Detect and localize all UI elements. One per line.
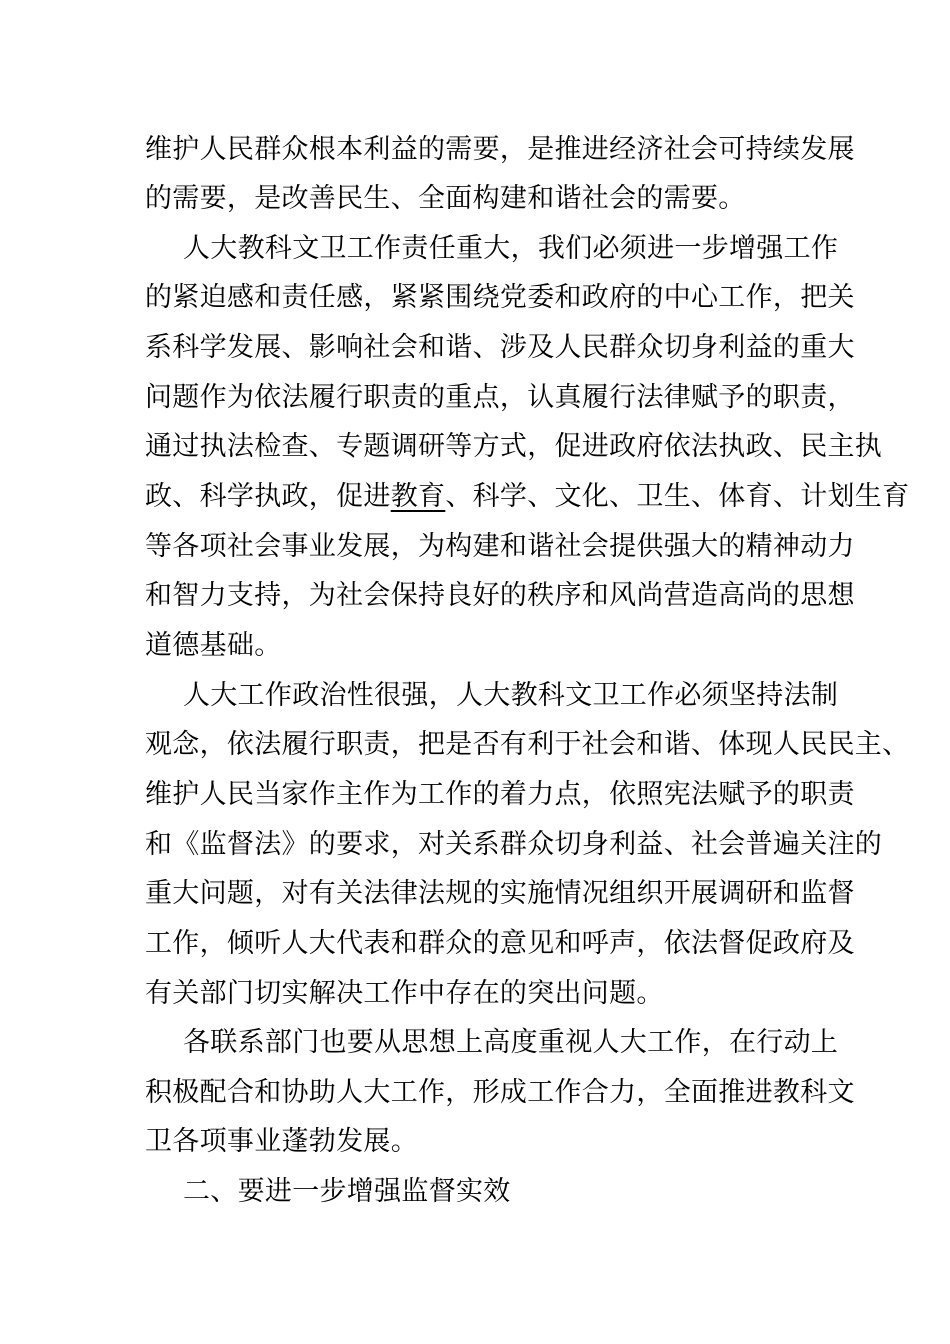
paragraph-4-line-3: 卫各项事业蓬勃发展。 bbox=[145, 1126, 418, 1157]
paragraph-1-line-2: 的需要，是改善民生、全面构建和谐社会的需要。 bbox=[145, 183, 746, 214]
paragraph-3-line-2: 观念，依法履行职责，把是否有利于社会和谐、体现人民民主、 bbox=[145, 729, 910, 760]
paragraph-3-line-1: 人大工作政治性很强，人大教科文卫工作必须坚持法制 bbox=[183, 680, 839, 711]
paragraph-2-line-6 bbox=[145, 472, 909, 522]
paragraph-3-line-6: 工作，倾听人大代表和群众的意见和呼声，依法督促政府及 bbox=[145, 928, 855, 959]
paragraph-2-line-6-after: 、科学、文化、卫生、体育、计划生育 bbox=[445, 481, 910, 512]
paragraph-2-line-1: 人大教科文卫工作责任重大，我们必须进一步增强工作 bbox=[183, 233, 839, 264]
paragraph-3-line-4: 和《监督法》的要求，对关系群众切身利益、社会普遍关注的 bbox=[145, 829, 883, 860]
paragraph-2-line-8: 和智力支持，为社会保持良好的秩序和风尚营造高尚的思想 bbox=[145, 580, 855, 611]
paragraph-1-line-1: 维护人民群众根本利益的需要，是推进经济社会可持续发展 bbox=[145, 134, 855, 165]
paragraph-4-line-2: 积极配合和协助人大工作，形成工作合力，全面推进教科文 bbox=[145, 1077, 855, 1108]
paragraph-3-line-3: 维护人民当家作主作为工作的着力点，依照宪法赋予的职责 bbox=[145, 779, 855, 810]
paragraph-2-line-6-before: 政、科学执政，促进 bbox=[145, 481, 391, 512]
paragraph-3-line-7: 有关部门切实解决工作中存在的突出问题。 bbox=[145, 978, 664, 1009]
paragraph-2-line-5: 通过执法检查、专题调研等方式，促进政府依法执政、民主执 bbox=[145, 431, 883, 462]
paragraph-2-line-7: 等各项社会事业发展，为构建和谐社会提供强大的精神动力 bbox=[145, 531, 855, 562]
paragraph-4-line-1: 各联系部门也要从思想上高度重视人大工作，在行动上 bbox=[183, 1027, 839, 1058]
paragraph-2-line-9: 道德基础。 bbox=[145, 630, 282, 661]
section-heading-2: 二、要进一步增强监督实效 bbox=[183, 1176, 511, 1207]
paragraph-2-line-4: 问题作为依法履行职责的重点，认真履行法律赋予的职责， bbox=[145, 382, 855, 413]
paragraph-2-line-3: 系科学发展、影响社会和谐、涉及人民群众切身利益的重大 bbox=[145, 332, 855, 363]
paragraph-3-line-5: 重大问题，对有关法律法规的实施情况组织开展调研和监督 bbox=[145, 878, 855, 909]
education-link[interactable]: 教育 bbox=[390, 481, 446, 512]
paragraph-2-line-2: 的紧迫感和责任感，紧紧围绕党委和政府的中心工作，把关 bbox=[145, 282, 855, 313]
